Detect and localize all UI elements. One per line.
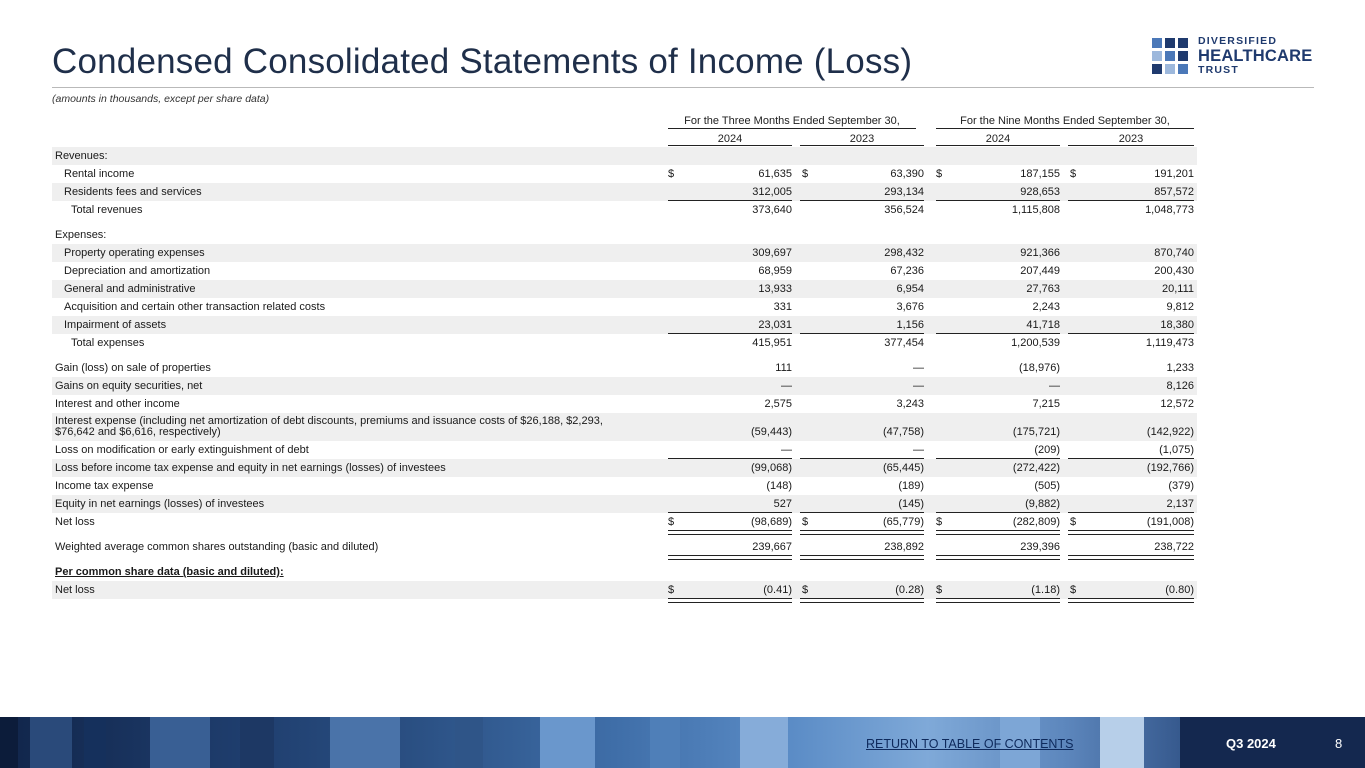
currency-symbol: $: [936, 516, 943, 528]
table-row: [52, 441, 1197, 459]
table-row: [52, 334, 1197, 352]
value-cell: (65,779): [800, 513, 924, 531]
value-cell: (282,809): [936, 513, 1060, 531]
table-row: [52, 538, 1197, 556]
value-cell: [668, 147, 792, 165]
value-cell: 2,137: [1068, 495, 1194, 513]
currency-symbol: $: [802, 168, 809, 180]
value-cell: 331: [773, 301, 792, 313]
year-header-9m-2024: 2024: [936, 133, 1060, 146]
year-header-3m-2023: 2023: [800, 133, 924, 146]
currency-symbol: $: [668, 584, 675, 596]
value-cell: (99,068): [751, 462, 792, 474]
table-row: [52, 244, 1197, 262]
table-row: [52, 495, 1197, 513]
row-label: Revenues:: [55, 150, 108, 162]
value-cell: (209): [936, 441, 1060, 459]
value-cell: 8,126: [1166, 380, 1194, 392]
value-cell: [668, 226, 792, 244]
row-label: Property operating expenses: [64, 247, 205, 259]
value-cell: 6,954: [896, 283, 924, 295]
value-cell: 377,454: [884, 337, 924, 349]
row-label: Net loss: [55, 516, 95, 528]
row-spacer: [52, 531, 1197, 538]
table-row: [52, 280, 1197, 298]
value-cell: 1,048,773: [1145, 204, 1194, 216]
value-cell: 200,430: [1154, 265, 1194, 277]
value-cell: 857,572: [1068, 183, 1194, 201]
value-cell: 373,640: [752, 204, 792, 216]
value-cell: 298,432: [884, 247, 924, 259]
table-row: [52, 183, 1197, 201]
value-cell: 239,667: [668, 538, 792, 556]
value-cell: —: [800, 441, 924, 459]
value-cell: (0.41): [668, 581, 792, 599]
group-header-nine-months: For the Nine Months Ended September 30,: [936, 115, 1194, 129]
value-cell: 13,933: [758, 283, 792, 295]
row-label: Net loss: [55, 584, 95, 596]
currency-symbol: $: [668, 168, 675, 180]
table-row: [52, 413, 1197, 441]
value-cell: (191,008): [1068, 513, 1194, 531]
value-cell: 1,156: [800, 316, 924, 334]
row-label: Depreciation and amortization: [64, 265, 211, 277]
row-spacer: [52, 219, 1197, 226]
page-title: Condensed Consolidated Statements of Income (Loss): [52, 42, 913, 81]
value-cell: (47,758): [883, 426, 924, 438]
table-row: [52, 395, 1197, 413]
value-cell: 309,697: [752, 247, 792, 259]
value-cell: 356,524: [884, 204, 924, 216]
value-cell: 239,396: [936, 538, 1060, 556]
value-cell: 12,572: [1160, 398, 1194, 410]
year-header-9m-2023: 2023: [1068, 133, 1194, 146]
row-label: Gain (loss) on sale of properties: [55, 362, 211, 374]
currency-symbol: $: [1070, 168, 1077, 180]
row-spacer: [52, 556, 1197, 563]
value-cell: 1,119,473: [1145, 337, 1194, 349]
value-cell: —: [781, 380, 792, 392]
value-cell: (18,976): [1019, 362, 1060, 374]
value-cell: (189): [898, 480, 924, 492]
value-cell: [668, 563, 792, 581]
row-label: Acquisition and certain other transaction related costs: [64, 301, 326, 313]
table-row: [52, 147, 1197, 165]
table-row: [52, 377, 1197, 395]
row-label: Gains on equity securities, net: [55, 380, 203, 392]
table-row: [52, 262, 1197, 280]
table-body: [52, 147, 1197, 599]
value-cell: 23,031: [668, 316, 792, 334]
row-label: Loss before income tax expense and equity in net earnings (losses) of investees: [55, 462, 446, 474]
value-cell: [1068, 226, 1194, 244]
value-cell: [800, 226, 924, 244]
value-cell: 20,111: [1161, 283, 1194, 295]
value-cell: 68,959: [758, 265, 792, 277]
value-cell: 238,722: [1068, 538, 1194, 556]
value-cell: 18,380: [1068, 316, 1194, 334]
currency-symbol: $: [1070, 516, 1077, 528]
value-cell: (379): [1168, 480, 1194, 492]
currency-symbol: $: [668, 516, 675, 528]
table-row: [52, 359, 1197, 377]
value-cell: 9,812: [1166, 301, 1194, 313]
quarter-label: Q3 2024: [1226, 736, 1276, 751]
row-spacer: [52, 352, 1197, 359]
return-to-contents-link[interactable]: RETURN TO TABLE OF CONTENTS: [866, 737, 1074, 751]
value-cell: [936, 226, 1060, 244]
value-cell: —: [668, 441, 792, 459]
value-cell: 238,892: [800, 538, 924, 556]
value-cell: 2,575: [764, 398, 792, 410]
row-label: Equity in net earnings (losses) of investees: [55, 498, 265, 510]
value-cell: (272,422): [1012, 462, 1060, 474]
value-cell: 870,740: [1154, 247, 1194, 259]
row-label: Income tax expense: [55, 480, 154, 492]
value-cell: 61,635: [758, 168, 792, 180]
table-row: [52, 201, 1197, 219]
logo-line-3: TRUST: [1198, 64, 1239, 76]
value-cell: (1,075): [1068, 441, 1194, 459]
table-row: [52, 563, 1197, 581]
value-cell: (1.18): [936, 581, 1060, 599]
group-header-three-months: For the Three Months Ended September 30,: [668, 115, 916, 129]
currency-symbol: $: [936, 584, 943, 596]
value-cell: [936, 147, 1060, 165]
value-cell: (192,766): [1146, 462, 1194, 474]
table-row: [52, 477, 1197, 495]
value-cell: (142,922): [1146, 426, 1194, 438]
value-cell: 1,233: [1166, 362, 1194, 374]
row-label: Total revenues: [71, 204, 143, 216]
row-label: Rental income: [64, 168, 135, 180]
value-cell: (148): [766, 480, 792, 492]
table-row: [52, 513, 1197, 531]
page-number: 8: [1335, 736, 1343, 751]
value-cell: 41,718: [936, 316, 1060, 334]
value-cell: 67,236: [890, 265, 924, 277]
value-cell: [1068, 563, 1194, 581]
value-cell: (65,445): [883, 462, 924, 474]
value-cell: 928,653: [936, 183, 1060, 201]
value-cell: 207,449: [1020, 265, 1060, 277]
table-row: [52, 226, 1197, 244]
logo-line-2: HEALTHCARE: [1198, 46, 1313, 65]
value-cell: —: [913, 380, 924, 392]
value-cell: (98,689): [668, 513, 792, 531]
value-cell: 63,390: [890, 168, 924, 180]
value-cell: [936, 563, 1060, 581]
currency-symbol: $: [802, 584, 809, 596]
table-row: [52, 581, 1197, 599]
table-row: [52, 316, 1197, 334]
value-cell: (175,721): [1012, 426, 1060, 438]
row-label: General and administrative: [64, 283, 196, 295]
table-row: [52, 459, 1197, 477]
value-cell: 187,155: [1020, 168, 1060, 180]
value-cell: 1,115,808: [1011, 204, 1060, 216]
value-cell: 191,201: [1154, 168, 1194, 180]
row-label: Interest and other income: [55, 398, 180, 410]
table-row: [52, 298, 1197, 316]
value-cell: (0.28): [800, 581, 924, 599]
value-cell: 111: [775, 362, 792, 374]
value-cell: 527: [668, 495, 792, 513]
footer-banner: [0, 717, 1365, 768]
row-label: Weighted average common shares outstanding (basic and diluted): [55, 541, 379, 553]
currency-symbol: $: [936, 168, 943, 180]
value-cell: 921,366: [1020, 247, 1060, 259]
company-logo: [1152, 36, 1322, 76]
title-divider: [52, 87, 1314, 88]
value-cell: (0.80): [1068, 581, 1194, 599]
logo-wordmark: [1198, 36, 1312, 76]
value-cell: [800, 147, 924, 165]
value-cell: 2,243: [1032, 301, 1060, 313]
value-cell: (505): [1034, 480, 1060, 492]
row-label: Impairment of assets: [64, 319, 167, 331]
table-row: [52, 165, 1197, 183]
value-cell: (59,443): [751, 426, 792, 438]
value-cell: [1068, 147, 1194, 165]
row-label: Residents fees and services: [64, 186, 202, 198]
value-cell: [800, 563, 924, 581]
row-label: Interest expense (including net amortization of debt discounts, premiums and issuance costs of $26,188, $2,293, $76,642 and $6,616, respectively): [55, 415, 603, 438]
value-cell: (145): [800, 495, 924, 513]
value-cell: 27,763: [1026, 283, 1060, 295]
currency-symbol: $: [1070, 584, 1077, 596]
row-label: Loss on modification or early extinguishment of debt: [55, 444, 309, 456]
row-label: Expenses:: [55, 229, 107, 241]
value-cell: 3,676: [896, 301, 924, 313]
value-cell: 1,200,539: [1011, 337, 1060, 349]
value-cell: 7,215: [1032, 398, 1060, 410]
logo-mark-icon: [1152, 38, 1194, 74]
row-label: Total expenses: [71, 337, 145, 349]
value-cell: —: [913, 362, 924, 374]
value-cell: 415,951: [752, 337, 792, 349]
currency-symbol: $: [802, 516, 809, 528]
value-cell: 3,243: [896, 398, 924, 410]
value-cell: 312,005: [668, 183, 792, 201]
logo-line-1: DIVERSIFIED: [1198, 35, 1278, 47]
page-subtitle: (amounts in thousands, except per share data): [52, 93, 270, 105]
year-header-3m-2024: 2024: [668, 133, 792, 146]
value-cell: 293,134: [800, 183, 924, 201]
value-cell: (9,882): [936, 495, 1060, 513]
value-cell: —: [1049, 380, 1060, 392]
row-label: Per common share data (basic and diluted):: [55, 566, 284, 578]
